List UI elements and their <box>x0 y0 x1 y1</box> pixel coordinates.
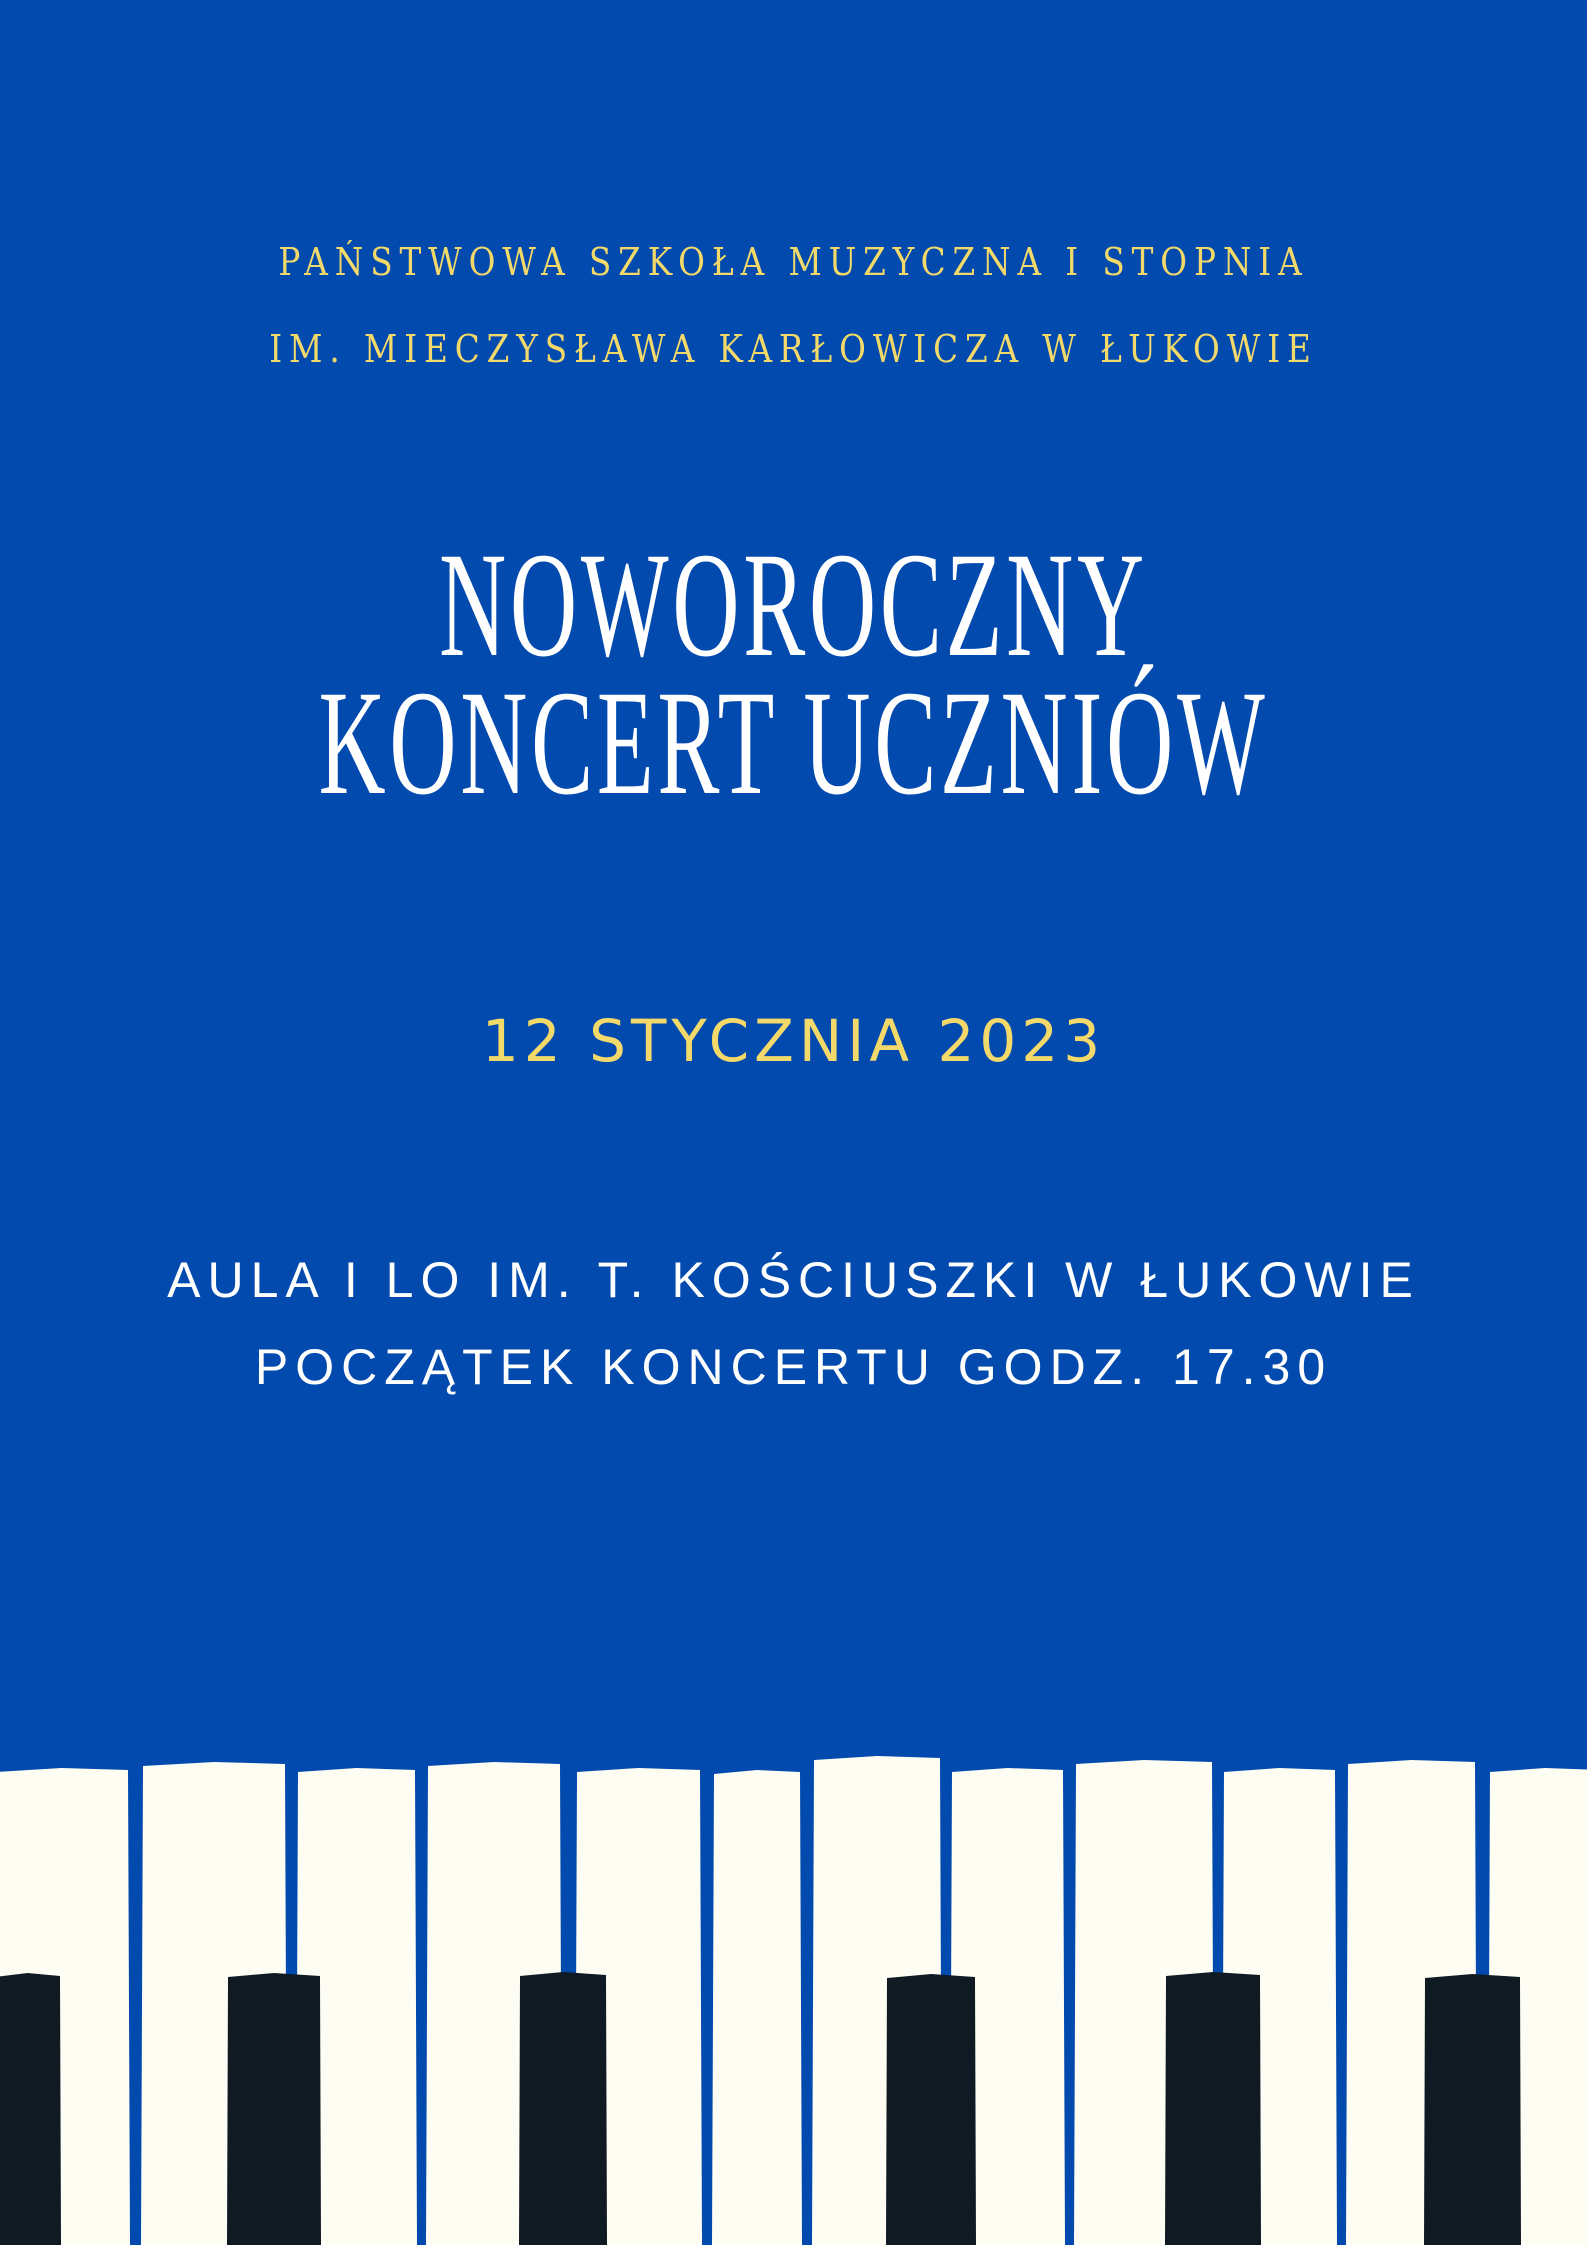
concert-title-line-1: NOWOROCZNY <box>439 522 1148 688</box>
piano-keys-icon <box>0 1740 1587 2245</box>
black-key <box>0 1973 61 2245</box>
venue-info: AULA I LO IM. T. KOŚCIUSZKI W ŁUKOWIE <box>167 1252 1420 1308</box>
school-name-line-2: IM. MIECZYSŁAWA KARŁOWICZA W ŁUKOWIE <box>269 327 1318 371</box>
school-name-line-1: PAŃSTWOWA SZKOŁA MUZYCZNA I STOPNIA <box>278 240 1309 284</box>
black-key <box>227 1973 321 2245</box>
concert-title-line-2: KONCERT UCZNIÓW <box>318 660 1269 826</box>
black-key <box>519 1972 607 2245</box>
start-time-info: POCZĄTEK KONCERTU GODZ. 17.30 <box>254 1339 1333 1395</box>
black-key <box>1165 1972 1261 2245</box>
event-date: 12 STYCZNIA 2023 <box>481 1007 1106 1075</box>
black-key <box>886 1974 976 2245</box>
white-key <box>712 1770 802 2245</box>
black-key <box>1424 1974 1521 2245</box>
